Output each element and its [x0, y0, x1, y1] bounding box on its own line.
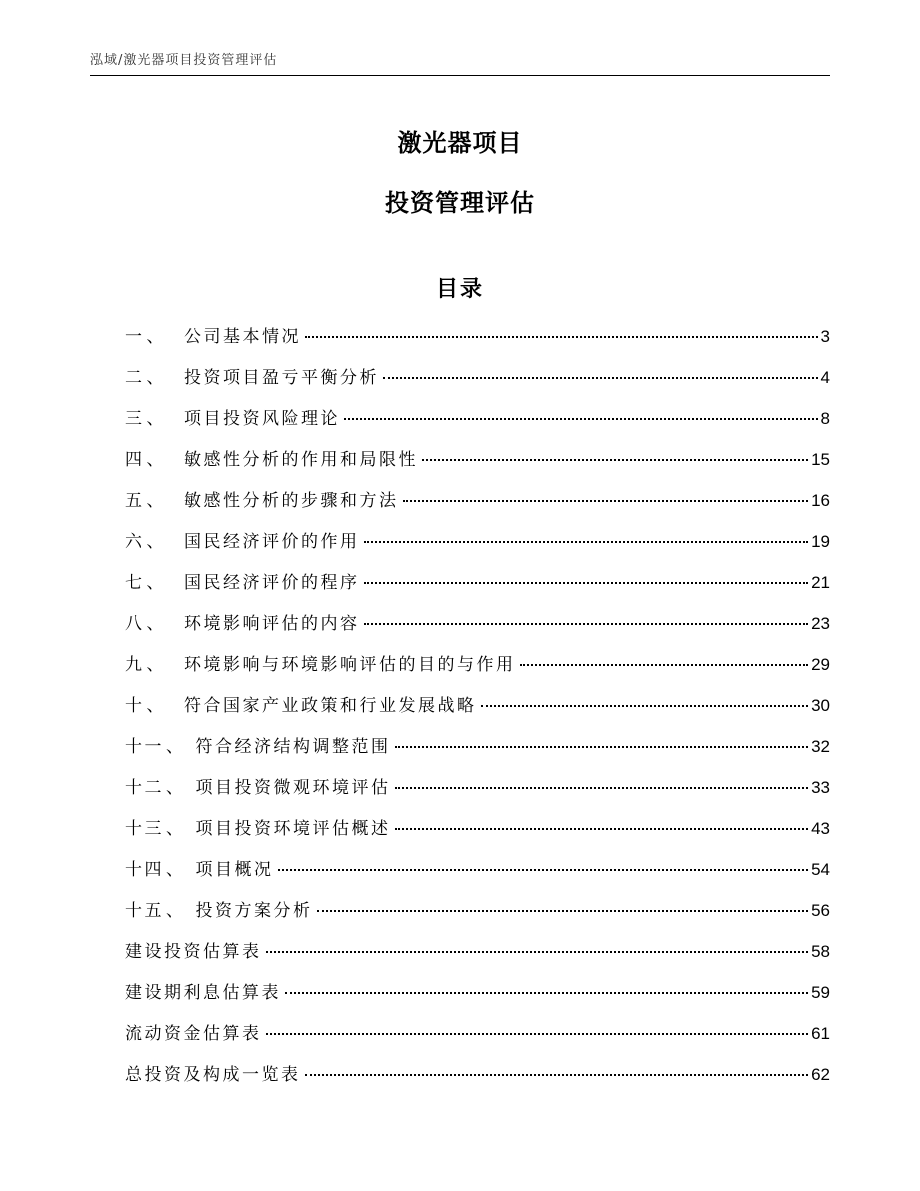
toc-entry[interactable]	[125, 527, 830, 568]
toc-entry-separator: 、	[146, 368, 166, 388]
toc-entry-label: 公司基本情况	[184, 327, 301, 347]
toc-dot-leader	[403, 500, 809, 502]
toc-entry[interactable]	[125, 691, 830, 732]
toc-entry[interactable]	[125, 1060, 830, 1101]
toc-entry[interactable]	[125, 937, 830, 978]
toc-dot-leader	[364, 582, 809, 584]
toc-dot-leader	[305, 1074, 809, 1076]
toc-entry-label: 项目投资微观环境评估	[195, 778, 391, 798]
toc-dot-leader	[266, 1033, 809, 1035]
toc-entry-number: 十三	[125, 819, 164, 839]
toc-dot-leader	[317, 910, 809, 912]
toc-entry-number: 二	[125, 368, 145, 388]
toc-entry-number: 九	[125, 655, 145, 675]
toc-entry-label: 项目投资环境评估概述	[195, 819, 391, 839]
toc-entry-number: 六	[125, 532, 145, 552]
toc-entry[interactable]	[125, 1019, 830, 1060]
toc-entry-page-number: 8	[820, 409, 830, 428]
toc-entry-number: 四	[125, 450, 145, 470]
toc-entry-label: 建设期利息估算表	[125, 983, 281, 1003]
toc-entry-separator: 、	[166, 901, 186, 921]
toc-dot-leader	[285, 992, 808, 994]
toc-entry[interactable]	[125, 363, 830, 404]
toc-entry[interactable]	[125, 896, 830, 937]
toc-dot-leader	[383, 377, 818, 379]
toc-dot-leader	[266, 951, 809, 953]
document-title-line2: 投资管理评估	[385, 189, 535, 217]
toc-entry-label: 国民经济评价的程序	[184, 573, 360, 593]
toc-entry-number: 十二	[125, 778, 164, 798]
toc-entry[interactable]	[125, 814, 830, 855]
toc-entry[interactable]	[125, 404, 830, 445]
toc-entry-number: 十五	[125, 901, 164, 921]
toc-entry-page-number: 3	[820, 327, 830, 346]
toc-entry-page-number: 33	[811, 778, 830, 797]
page-header: 泓域/激光器项目投资管理评估	[90, 53, 278, 68]
toc-entry-page-number: 19	[811, 532, 830, 551]
toc-entry[interactable]	[125, 650, 830, 691]
toc-entry-separator: 、	[146, 491, 166, 511]
toc-entry-page-number: 23	[811, 614, 830, 633]
toc-entry[interactable]	[125, 568, 830, 609]
toc-dot-leader	[344, 418, 818, 420]
toc-entry-number: 一	[125, 327, 145, 347]
toc-entry-page-number: 30	[811, 696, 830, 715]
toc-entry-number: 七	[125, 573, 145, 593]
toc-entry-label: 项目概况	[195, 860, 274, 880]
toc-dot-leader	[278, 869, 809, 871]
toc-entry-label: 环境影响与环境影响评估的目的与作用	[184, 655, 516, 675]
header-divider	[90, 75, 830, 76]
toc-entry-page-number: 61	[811, 1024, 830, 1043]
toc-entry-separator: 、	[146, 696, 166, 716]
toc-entry-page-number: 54	[811, 860, 830, 879]
table-of-contents	[125, 322, 830, 1101]
toc-entry-separator: 、	[166, 778, 186, 798]
toc-entry-page-number: 62	[811, 1065, 830, 1084]
toc-entry[interactable]	[125, 445, 830, 486]
toc-entry-separator: 、	[166, 819, 186, 839]
toc-entry-page-number: 43	[811, 819, 830, 838]
toc-entry-page-number: 32	[811, 737, 830, 756]
toc-entry-label: 项目投资风险理论	[184, 409, 340, 429]
toc-entry[interactable]	[125, 322, 830, 363]
toc-entry-separator: 、	[146, 614, 166, 634]
toc-entry-number: 十四	[125, 860, 164, 880]
toc-entry[interactable]	[125, 855, 830, 896]
toc-entry[interactable]	[125, 773, 830, 814]
toc-entry-label: 敏感性分析的步骤和方法	[184, 491, 399, 511]
toc-entry-label: 符合国家产业政策和行业发展战略	[184, 696, 477, 716]
toc-entry-separator: 、	[166, 860, 186, 880]
toc-entry-label: 符合经济结构调整范围	[195, 737, 391, 757]
toc-entry-separator: 、	[146, 409, 166, 429]
toc-dot-leader	[422, 459, 808, 461]
toc-entry-label: 投资项目盈亏平衡分析	[184, 368, 379, 388]
toc-entry-label: 环境影响评估的内容	[184, 614, 360, 634]
toc-entry-label: 国民经济评价的作用	[184, 532, 360, 552]
toc-entry-separator: 、	[146, 532, 166, 552]
toc-entry-page-number: 29	[811, 655, 830, 674]
toc-dot-leader	[364, 541, 809, 543]
toc-entry[interactable]	[125, 732, 830, 773]
toc-entry-separator: 、	[146, 573, 166, 593]
toc-entry-page-number: 15	[811, 450, 830, 469]
toc-dot-leader	[305, 336, 818, 338]
toc-entry-number: 十一	[125, 737, 164, 757]
toc-entry[interactable]	[125, 486, 830, 527]
toc-dot-leader	[395, 828, 809, 830]
toc-entry-page-number: 4	[820, 368, 830, 387]
toc-entry-page-number: 59	[811, 983, 830, 1002]
toc-entry[interactable]	[125, 609, 830, 650]
toc-entry-label: 投资方案分析	[195, 901, 313, 921]
toc-entry-separator: 、	[146, 450, 166, 470]
toc-entry-label: 流动资金估算表	[125, 1024, 262, 1044]
toc-entry-separator: 、	[146, 327, 166, 347]
toc-entry-number: 三	[125, 409, 145, 429]
toc-heading: 目录	[435, 277, 484, 302]
toc-dot-leader	[395, 746, 809, 748]
toc-entry-number: 十	[125, 696, 145, 716]
toc-entry-page-number: 56	[811, 901, 830, 920]
toc-entry-number: 五	[125, 491, 145, 511]
toc-entry-page-number: 16	[811, 491, 830, 510]
toc-dot-leader	[364, 623, 809, 625]
toc-dot-leader	[520, 664, 809, 666]
toc-entry-separator: 、	[146, 655, 166, 675]
toc-dot-leader	[395, 787, 809, 789]
toc-entry-number: 八	[125, 614, 145, 634]
toc-entry-label: 总投资及构成一览表	[125, 1065, 301, 1085]
toc-entry-label: 敏感性分析的作用和局限性	[184, 450, 418, 470]
document-title-line1: 激光器项目	[397, 129, 523, 157]
toc-entry-page-number: 58	[811, 942, 830, 961]
toc-entry[interactable]	[125, 978, 830, 1019]
toc-entry-page-number: 21	[811, 573, 830, 592]
toc-entry-separator: 、	[166, 737, 186, 757]
toc-entry-label: 建设投资估算表	[125, 942, 262, 962]
toc-dot-leader	[481, 705, 809, 707]
